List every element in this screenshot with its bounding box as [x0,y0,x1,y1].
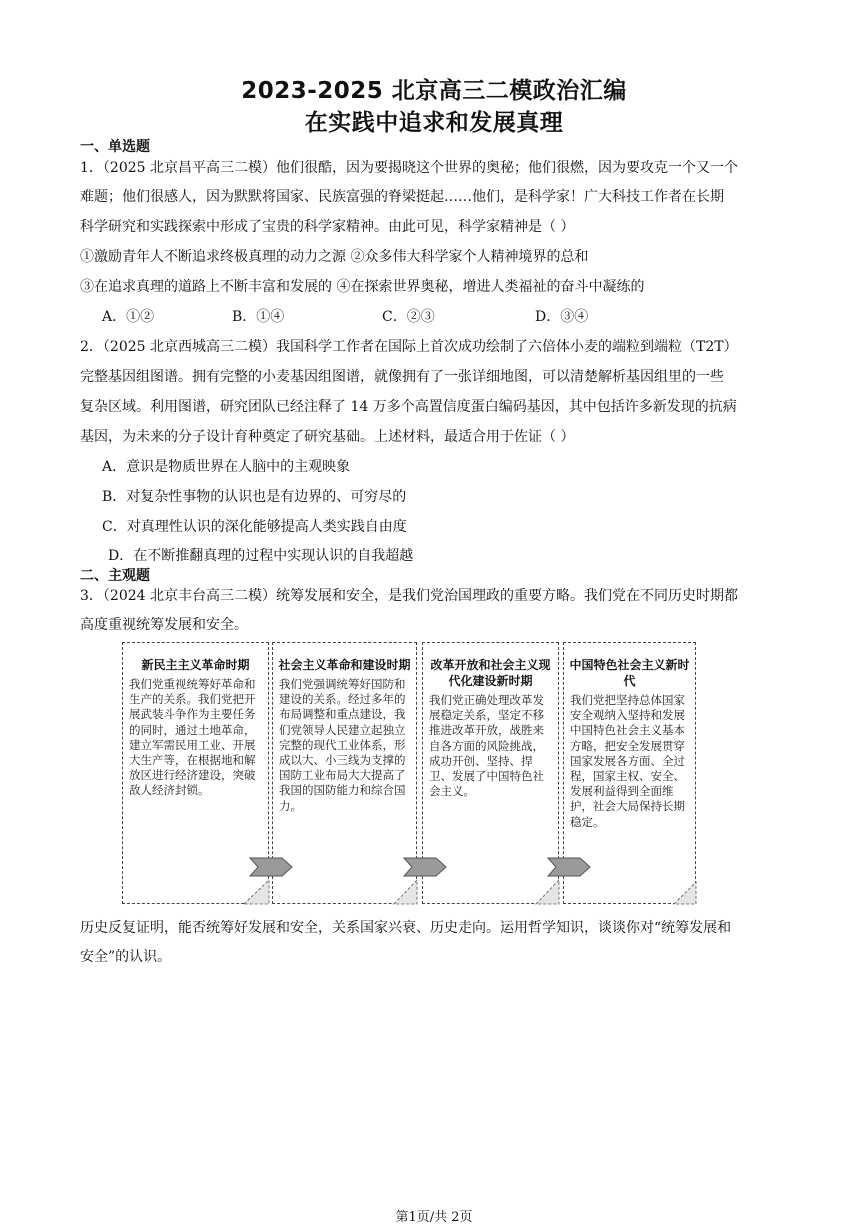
flow-box-title: 改革开放和社会主义现代化建设新时期 [430,658,551,688]
document-subtitle: 在实践中追求和发展真理 [304,110,564,136]
q2-option-b: B．对复杂性事物的认识也是有边界的、可穷尽的 [102,489,407,505]
page-curl-icon [244,880,269,904]
q2-stem-line3: 复杂区域。利用图谱，研究团队已经注释了 14 万多个高置信度蛋白编码基因，其中包括许多新发现的抗病 [80,399,737,415]
q1-option-d: D．③④ [535,309,589,325]
q1-option-a: A．①② [102,309,155,325]
page-curl-icon [674,882,696,904]
flow-box-title: 社会主义革命和建设时期 [278,658,411,672]
q3-stem-line2: 高度重视统筹发展和安全。 [80,617,248,633]
q2-option-d: D．在不断推翻真理的过程中实现认识的自我超越 [108,548,414,564]
q1-stem-line3: 科学研究和实践探索中形成了宝贵的科学家精神。由此可见，科学家精神是（ ） [80,219,575,235]
q3-question-line2: 安全”的认识。 [80,949,172,965]
q1-option-b: B．①④ [232,309,285,325]
page-curl-icon [394,880,417,904]
arrow-right-icon [548,858,590,876]
page-number: 第1页/共 2页 [395,1210,473,1225]
q1-stem-line1: 1．（2025 北京昌平高三二模）他们很酷，因为要揭晓这个世界的奥秘；他们很燃，因为要攻克一个又一个 [80,160,738,176]
arrow-right-icon [250,858,292,876]
q1-statement-line2: ③在追求真理的道路上不断丰富和发展的 ④在探索世界奥秘，增进人类福祉的奋斗中凝练的 [80,279,645,295]
section-heading-subjective: 二、主观题 [80,568,150,584]
q2-stem-line1: 2．（2025 北京西城高三二模）我国科学工作者在国际上首次成功绘制了六倍体小麦的端粒到端粒（T2T） [80,339,738,355]
document-title: 2023-2025 北京高三二模政治汇编 [241,78,627,104]
flow-box-title: 中国特色社会主义新时代 [569,658,690,688]
q1-option-c: C．②③ [382,309,435,325]
q1-stem-line2: 难题；他们很感人，因为默默将国家、民族富强的脊梁挺起……他们，是科学家！广大科技工作者在长期 [80,189,724,205]
flow-box-body: 我们党正确处理改革发展稳定关系，坚定不移推进改革开放，战胜来自各方面的风险挑战，成功开创、坚持、捍卫、发展了中国特色社会主义。 [429,693,544,799]
q2-option-c: C．对真理性认识的深化能够提高人类实践自由度 [102,519,407,535]
q3-stem-line1: 3．（2024 北京丰台高三二模）统筹发展和安全，是我们党治国理政的重要方略。我们党在不同历史时期都 [80,588,738,604]
history-flow-diagram [122,642,697,907]
page-curl-icon [536,880,559,904]
q2-option-a: A．意识是物质世界在人脑中的主观映象 [102,459,351,475]
flow-box-body: 我们党把坚持总体国家安全观纳入坚持和发展中国特色社会主义基本方略，把安全发展贯穿国家发展各方面、全过程，国家主权、安全、发展利益得到全面维护，社会大局保持长期稳定。 [570,693,685,829]
section-heading-single-choice: 一、单选题 [80,139,150,155]
q2-stem-line4: 基因，为未来的分子设计育种奠定了研究基础。上述材料，最适合用于佐证（ ） [80,429,575,445]
arrow-right-icon [404,858,446,876]
q3-question-line1: 历史反复证明，能否统筹好发展和安全，关系国家兴衰、历史走向。运用哲学知识，谈谈你对“统筹发展和 [80,920,732,936]
flow-box-body: 我们党强调统筹好国防和建设的关系。经过多年的布局调整和重点建设，我们党领导人民建立起独立完整的现代工业体系，形成以大、小三线为支撑的国防工业布局大大提高了我国的国防能力和综合国力。 [279,677,406,813]
q2-stem-line2: 完整基因组图谱。拥有完整的小麦基因组图谱，就像拥有了一张详细地图，可以清楚解析基因组里的一些 [80,369,724,385]
flow-arrows [122,642,697,907]
flow-box-body: 我们党重视统筹好革命和生产的关系。我们党把开展武装斗争作为主要任务的同时，通过土地革命，建立军需民用工业、开展大生产等，在根据地和解放区进行经济建设，突破敌人经济封锁。 [129,677,256,798]
q1-statement-line1: ①激励青年人不断追求终极真理的动力之源 ②众多伟大科学家个人精神境界的总和 [80,249,589,265]
flow-box-title: 新民主主义革命时期 [141,658,250,672]
